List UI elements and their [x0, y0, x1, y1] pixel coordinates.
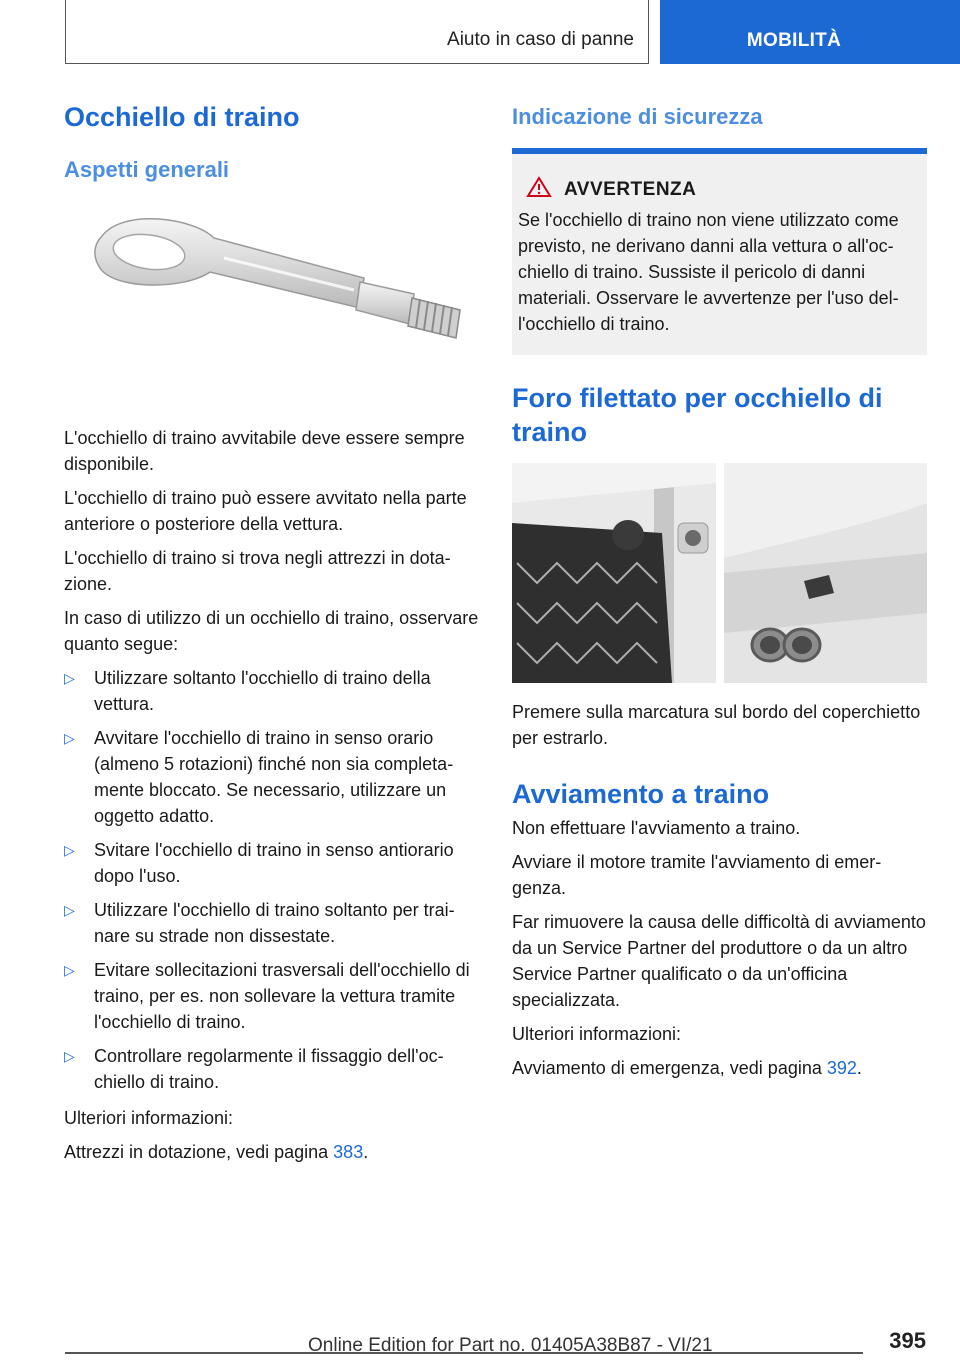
header-section-title: Aiuto in caso di panne [447, 29, 634, 50]
front-bumper-photo [512, 463, 716, 683]
instructions-list [64, 665, 479, 1095]
list-item: ▷ Utilizzare l'occhiello di traino soltanto per trainare su strade non dissestate. [64, 897, 479, 949]
warning-header [518, 176, 921, 203]
paragraph: L'occhiello di traino avvitabile deve essere sempre disponibile. [64, 428, 465, 474]
list-item: ▷ Evitare sollecitazioni trasversali dell'occhiello di traino, per es. non sollevare la vettura tramite l'occhiello di traino. [64, 957, 479, 1035]
thread-instruction: Premere sulla marcatura sul bordo del coperchietto per estrarlo. [512, 702, 921, 748]
thread-heading: Foro filettato per occhiello di traino [512, 383, 883, 447]
right-column [512, 100, 927, 1089]
page-title: Occhiello di traino [64, 102, 300, 132]
header-section-box [65, 0, 649, 64]
edition-note: Online Edition for Part no. 01405A38B87 - VI/21 [308, 1335, 713, 1356]
warning-box [512, 148, 927, 355]
paragraph: In caso di utilizzo di un occhiello di traino, osservare quanto segue: [64, 608, 479, 654]
left-column [64, 100, 479, 1173]
paragraph: Avviare il motore tramite l'avviamento di emergenza. [512, 852, 882, 898]
tow-start-heading: Avviamento a traino [512, 779, 770, 809]
more-info-label: Ulteriori informazioni: [64, 1108, 234, 1128]
triangle-right-icon: ▷ [64, 670, 75, 686]
paragraph: L'occhiello di traino può essere avvitato nella parte anteriore o posteriore della vettura. [64, 488, 467, 534]
cross-reference: Avviamento di emergenza, vedi pagina 392. [512, 1058, 862, 1078]
triangle-right-icon: ▷ [64, 842, 75, 858]
triangle-right-icon: ▷ [64, 730, 75, 746]
cross-reference: Attrezzi in dotazione, vedi pagina 383. [64, 1142, 369, 1162]
warning-label: AVVERTENZA [564, 178, 697, 200]
paragraph: L'occhiello di traino si trova negli attrezzi in dotazione. [64, 548, 451, 594]
rear-bumper-photo [724, 463, 927, 683]
more-info-label: Ulteriori informazioni: [512, 1024, 682, 1044]
list-item: ▷ Controllare regolarmente il fissaggio dell'occhiello di traino. [64, 1043, 479, 1095]
tow-eye-illustration [64, 198, 479, 413]
warning-text: Se l'occhiello di traino non viene utilizzato come previsto, ne derivano danni alla vettura o all'occhiello di traino. Sussiste il pericolo di danni materiali. Osservare le avvertenze per l'uso dell'occhiello di traino. [518, 210, 899, 334]
triangle-right-icon: ▷ [64, 962, 75, 978]
chapter-tab[interactable] [660, 0, 960, 64]
section-subtitle: Aspetti generali [64, 157, 230, 182]
list-item: ▷ Utilizzare soltanto l'occhiello di traino della vettura. [64, 665, 479, 717]
paragraph: Non effettuare l'avviamento a traino. [512, 818, 801, 838]
list-item: ▷ Svitare l'occhiello di traino in senso antiorario dopo l'uso. [64, 837, 479, 889]
paragraph: Far rimuovere la causa delle difficoltà di avviamento da un Service Partner del produttore o da un altro Service Partner qualificato o da un'officina specializzata. [512, 912, 926, 1010]
triangle-right-icon: ▷ [64, 902, 75, 918]
list-item: ▷ Avvitare l'occhiello di traino in senso orario (almeno 5 rotazioni) finché non sia completamente bloccato. Se necessario, utilizzare un oggetto adatto. [64, 725, 479, 829]
thread-cover-photos [512, 463, 927, 683]
page-number: 395 [889, 1328, 926, 1353]
warning-triangle-icon [526, 176, 552, 203]
chapter-tab-label: MOBILITÀ [746, 30, 842, 51]
page-link[interactable]: 392 [826, 1058, 857, 1078]
page-link[interactable]: 383 [333, 1142, 364, 1162]
triangle-right-icon: ▷ [64, 1048, 75, 1064]
safety-heading: Indicazione di sicurezza [512, 104, 763, 129]
